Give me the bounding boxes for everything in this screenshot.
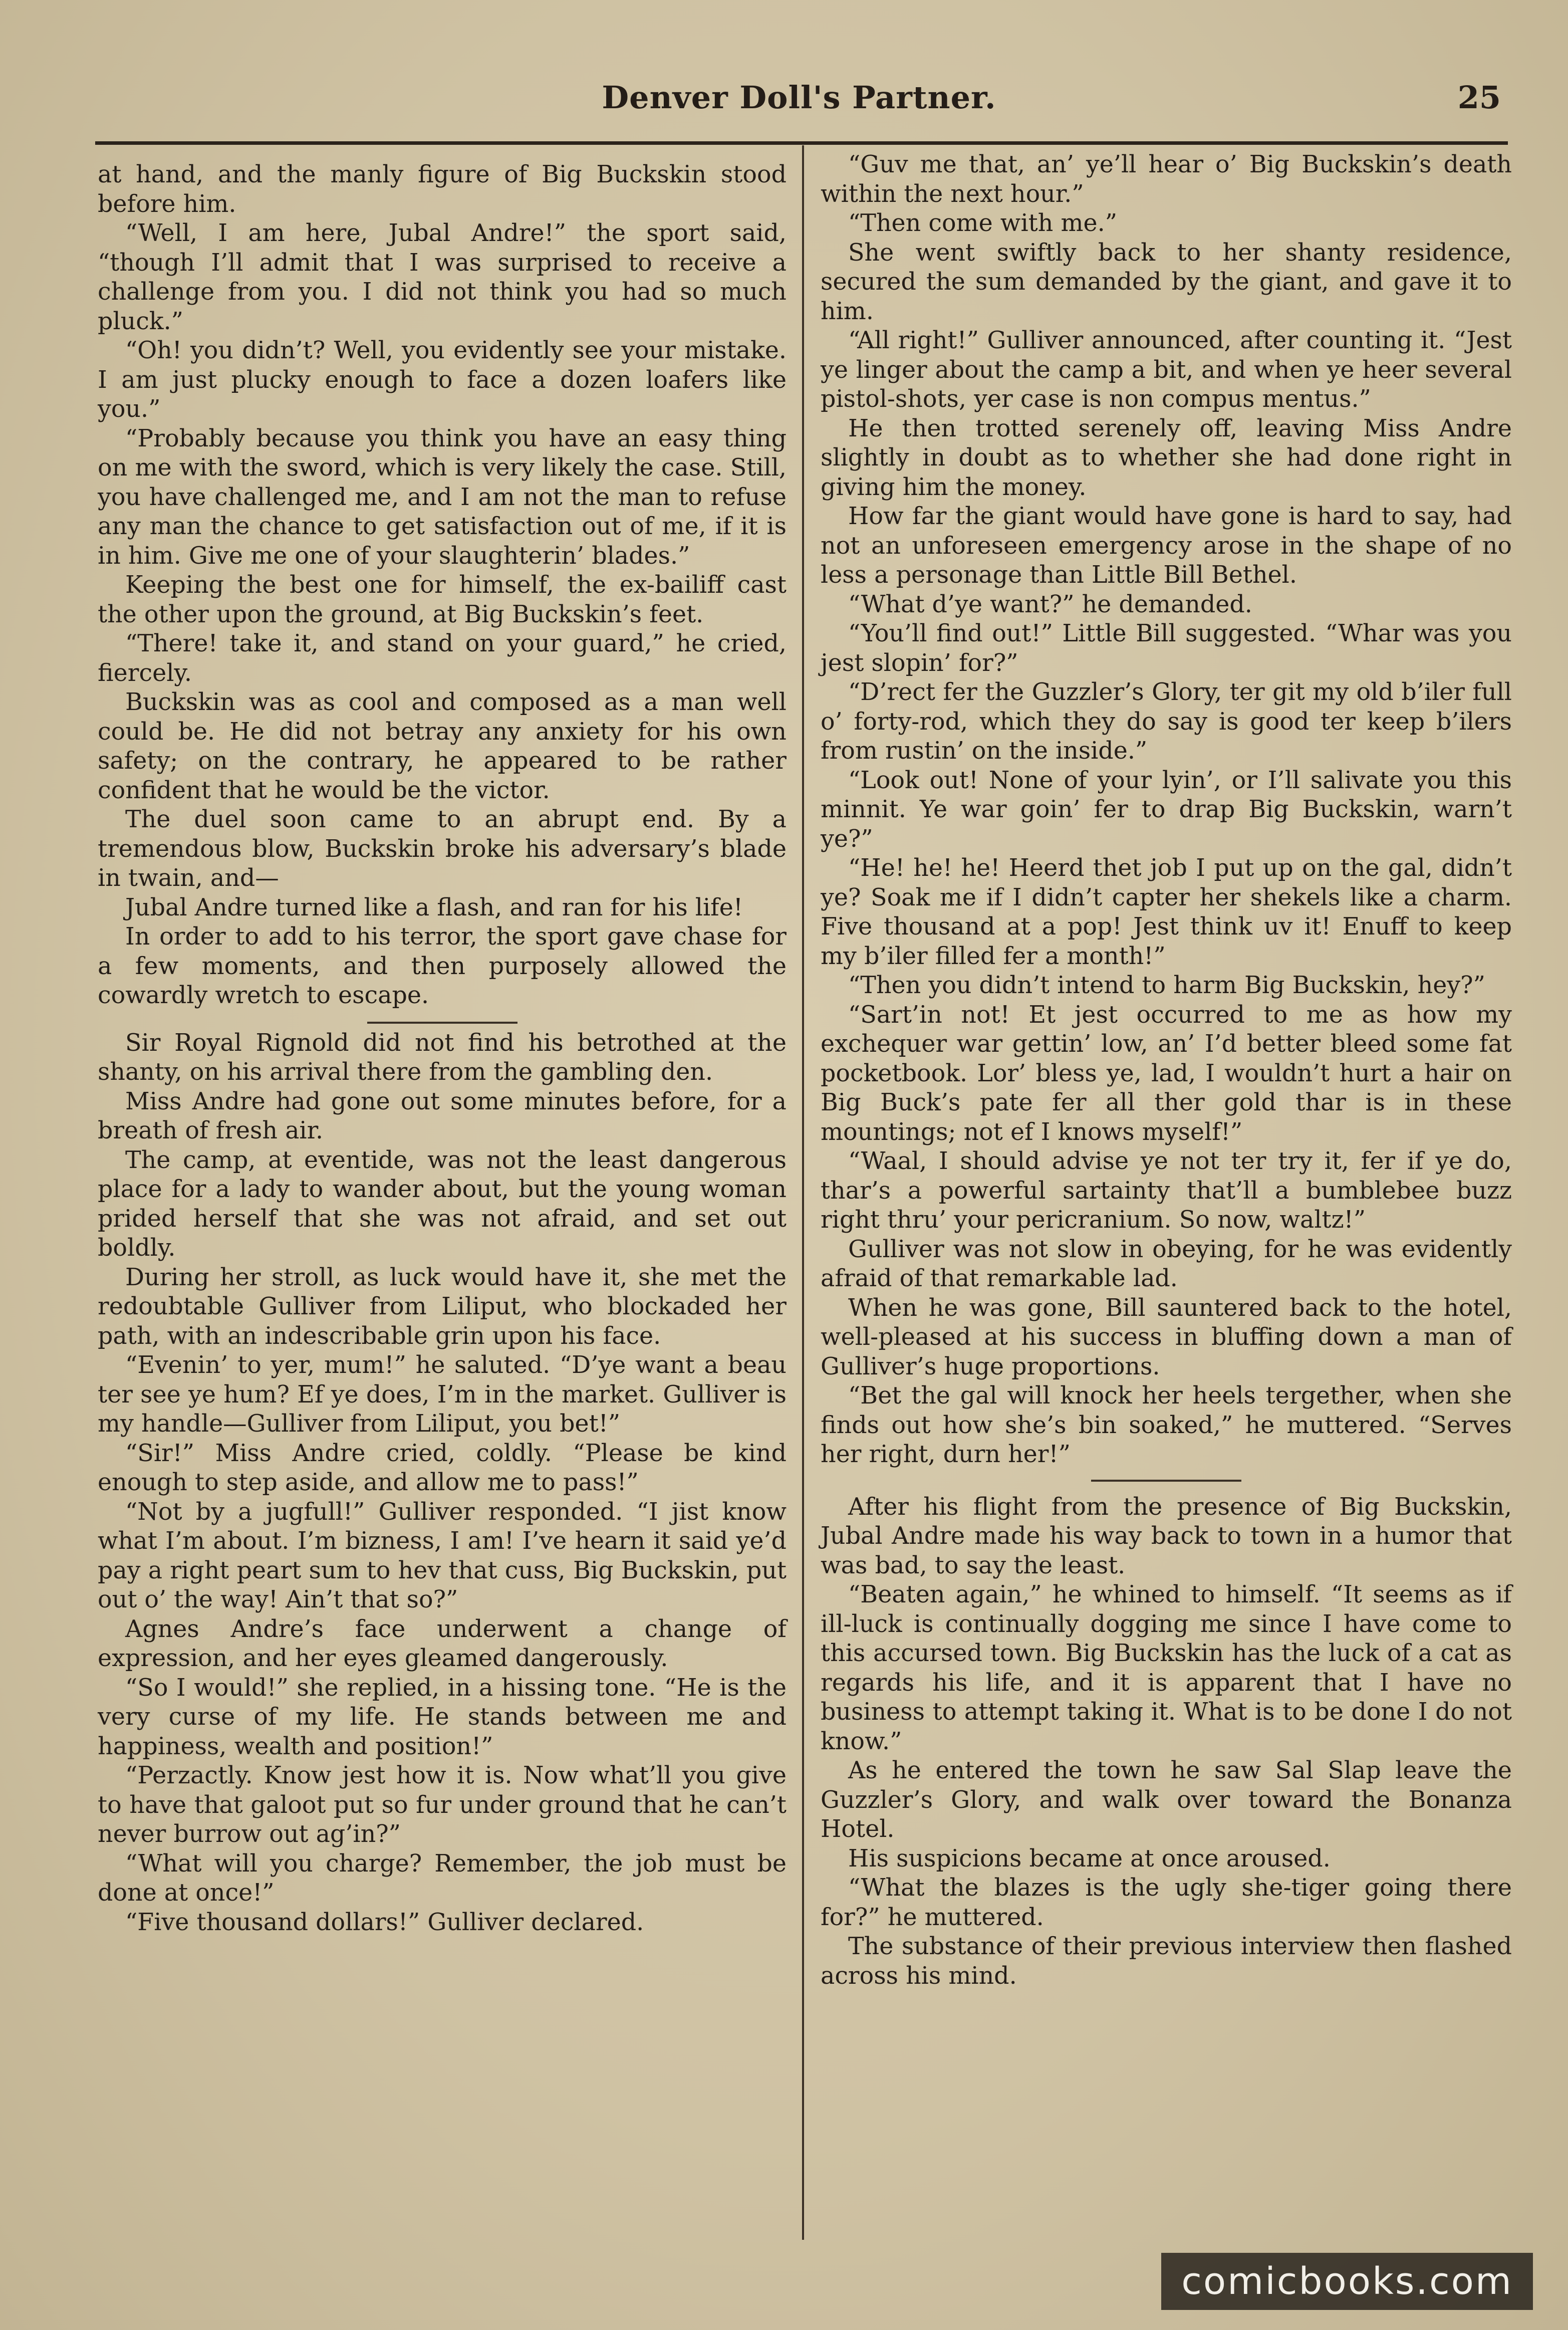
paragraph: She went swiftly back to her shanty residence, secured the sum demanded by the giant, and gave it to him. bbox=[821, 239, 1512, 325]
page-header bbox=[95, 75, 1503, 130]
watermark-label: comicbooks.com bbox=[1161, 2253, 1533, 2310]
paragraph: Agnes Andre’s face underwent a change of expression, and her eyes gleamed dangerously. bbox=[98, 1615, 787, 1672]
paragraph: Jubal Andre turned like a flash, and ran for his life! bbox=[125, 893, 743, 921]
paragraph: “Evenin’ to yer, mum!” he saluted. “D’ye want a beau ter see ye hum? Ef ye does, I’m in the market. Gulliver is my handle—Gulliver from Liliput, you bet!” bbox=[98, 1351, 787, 1438]
paragraph: He then trotted serenely off, leaving Miss Andre slightly in doubt as to whether she had done right in giving him the money. bbox=[821, 414, 1512, 501]
paragraph: “Oh! you didn’t? Well, you evidently see your mistake. I am just plucky enough to face a dozen loafers like you.” bbox=[98, 337, 787, 423]
paragraph: “Well, I am here, Jubal Andre!” the sport said, “though I’ll admit that I was surprised to receive a challenge from you. I did not think you had so much pluck.” bbox=[98, 219, 787, 335]
column-divider bbox=[802, 145, 804, 2240]
paragraph: “Bet the gal will knock her heels tergether, when she finds out how she’s bin soaked,” he muttered. “Serves her right, durn her!” bbox=[821, 1382, 1512, 1468]
paragraph: Buckskin was as cool and composed as a man well could be. He did not betray any anxiety for his own safety; on the contrary, he appeared to be rather confident that he would be the victor. bbox=[98, 688, 787, 804]
paragraph: “There! take it, and stand on your guard,” he cried, fiercely. bbox=[98, 630, 787, 687]
paragraph: “Not by a jugfull!” Gulliver responded. “I jist know what I’m about. I’m bizness, I am! I’ve hearn it said ye’d pay a right peart sum to hev that cuss, Big Buckskin, put out o’ the way! Ain’t that so?” bbox=[98, 1498, 787, 1613]
paragraph: In order to add to his terror, the sport gave chase for a few moments, and then purposely allowed the cowardly wretch to escape. bbox=[98, 923, 787, 1009]
paragraph: “Guv me that, an’ ye’ll hear o’ Big Buckskin’s death within the next hour.” bbox=[821, 151, 1512, 208]
paragraph: “He! he! he! Heerd thet job I put up on the gal, didn’t ye? Soak me if I didn’t capter her shekels like a charm. Five thousand at a pop! Jest think uv it! Enuff to keep my b’iler filled fer a month!” bbox=[821, 854, 1512, 970]
paragraph: at hand, and the manly figure of Big Buckskin stood before him. bbox=[98, 161, 787, 218]
paragraph: “D’rect fer the Guzzler’s Glory, ter git my old b’iler full o’ forty-rod, which they do say is good ter keep b’ilers from rustin’ on the inside.” bbox=[821, 678, 1512, 765]
paragraph: “Then you didn’t intend to harm Big Buckskin, hey?” bbox=[848, 972, 1485, 999]
paragraph: The substance of their previous interview then flashed across his mind. bbox=[821, 1933, 1512, 1990]
paragraph: “What d’ye want?” he demanded. bbox=[848, 590, 1252, 618]
paragraph: Keeping the best one for himself, the ex-bailiff cast the other upon the ground, at Big Buckskin’s feet. bbox=[98, 571, 787, 628]
paragraph: During her stroll, as luck would have it, she met the redoubtable Gulliver from Liliput, who blockaded her path, with an indescribable grin upon his face. bbox=[98, 1263, 787, 1350]
paragraph: “What the blazes is the ugly she-tiger going there for?” he muttered. bbox=[821, 1874, 1512, 1931]
paragraph: When he was gone, Bill sauntered back to the hotel, well-pleased at his success in bluffing down a man of Gulliver’s huge proportions. bbox=[821, 1294, 1512, 1380]
section-break-rule bbox=[1091, 1480, 1241, 1482]
running-title: Denver Doll's Partner. bbox=[602, 79, 996, 116]
paragraph: “Five thousand dollars!” Gulliver declared. bbox=[125, 1908, 644, 1936]
paragraph: “Beaten again,” he whined to himself. “It seems as if ill-luck is continually dogging me since I have come to this accursed town. Big Buckskin has the luck of a cat as regards his life, and it is apparent that I have no business to attempt taking it. What is to be done I do not know.” bbox=[821, 1581, 1512, 1755]
paragraph: “What will you charge? Remember, the job must be done at once!” bbox=[98, 1849, 787, 1907]
paragraph: “You’ll find out!” Little Bill suggested. “Whar was you jest slopin’ for?” bbox=[821, 620, 1512, 677]
paragraph: Miss Andre had gone out some minutes before, for a breath of fresh air. bbox=[98, 1087, 787, 1144]
paragraph: Gulliver was not slow in obeying, for he was evidently afraid of that remarkable lad. bbox=[821, 1235, 1512, 1292]
header-rule bbox=[95, 141, 1508, 145]
left-column bbox=[98, 160, 787, 1937]
page-number: 25 bbox=[1457, 79, 1501, 116]
paragraph: After his flight from the presence of Big Buckskin, Jubal Andre made his way back to town in a humor that was bad, to say the least. bbox=[821, 1493, 1512, 1579]
paragraph: “Look out! None of your lyin’, or I’ll salivate you this minnit. Ye war goin’ fer to drap Big Buckskin, warn’t ye?” bbox=[821, 766, 1512, 853]
paragraph: “Sir!” Miss Andre cried, coldly. “Please be kind enough to step aside, and allow me to pass!” bbox=[98, 1439, 787, 1496]
section-break-rule bbox=[367, 1022, 517, 1024]
paragraph: “Sart’in not! Et jest occurred to me as how my exchequer war gettin’ low, an’ I’d better bleed some fat pocketbook. Lor’ bless ye, lad, I wouldn’t hurt a hair on Big Buck’s pate fer all ther gold thar is in these mountings; not ef I knows myself!” bbox=[821, 1001, 1512, 1146]
paragraph: Sir Royal Rignold did not find his betrothed at the shanty, on his arrival there from the gambling den. bbox=[98, 1029, 787, 1086]
paragraph: “Waal, I should advise ye not ter try it, fer if ye do, thar’s a powerful sartainty that’ll a bumblebee buzz right thru’ your pericranium. So now, waltz!” bbox=[821, 1147, 1512, 1234]
right-column bbox=[821, 150, 1512, 1991]
paragraph: The duel soon came to an abrupt end. By a tremendous blow, Buckskin broke his adversary’s blade in twain, and— bbox=[98, 806, 787, 892]
paragraph: The camp, at eventide, was not the least dangerous place for a lady to wander about, but the young woman prided herself that she was not afraid, and set out boldly. bbox=[98, 1146, 787, 1262]
paragraph: How far the giant would have gone is hard to say, had not an unforeseen emergency arose in the shape of no less a personage than Little Bill Bethel. bbox=[821, 503, 1512, 589]
paragraph: “Then come with me.” bbox=[848, 209, 1117, 237]
paragraph: “Probably because you think you have an easy thing on me with the sword, which is very likely the case. Still, you have challenged me, and I am not the man to refuse any man the chance to get satisfaction out of me, if it is in him. Give me one of your slaughterin’ blades.” bbox=[98, 424, 787, 570]
paragraph: “All right!” Gulliver announced, after counting it. “Jest ye linger about the camp a bit, and when ye heer several pistol-shots, yer case is non compus mentus.” bbox=[821, 327, 1512, 413]
paragraph: His suspicions became at once aroused. bbox=[848, 1844, 1331, 1873]
paragraph: “Perzactly. Know jest how it is. Now what’ll you give to have that galoot put so fur under ground that he can’t never burrow out ag’in?” bbox=[98, 1762, 787, 1848]
paragraph: As he entered the town he saw Sal Slap leave the Guzzler’s Glory, and walk over toward the Bonanza Hotel. bbox=[821, 1757, 1512, 1843]
paragraph: “So I would!” she replied, in a hissing tone. “He is the very curse of my life. He stands between me and happiness, wealth and position!” bbox=[98, 1674, 787, 1760]
